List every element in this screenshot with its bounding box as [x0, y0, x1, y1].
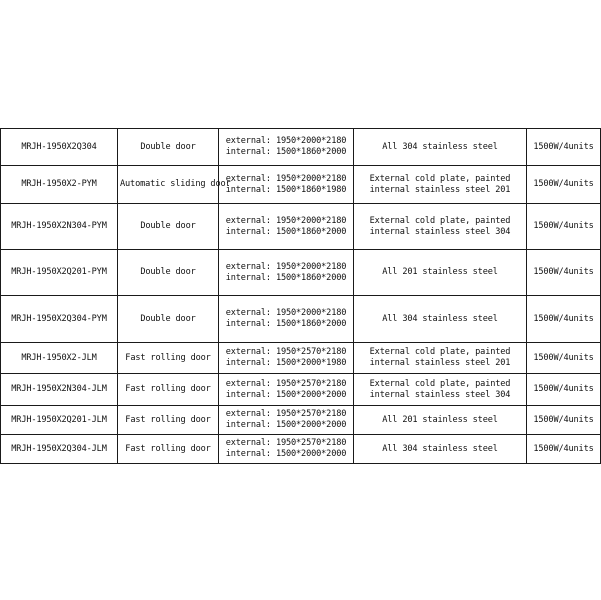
external-dimensions: external: 1950*2000*2180	[225, 136, 347, 146]
material-cell	[354, 166, 527, 204]
material-cell	[354, 343, 527, 374]
model-cell: MRJH-1950X2Q304-JLM	[1, 435, 118, 464]
dimensions-cell	[219, 343, 354, 374]
material-line: External cold plate, painted	[369, 347, 511, 357]
internal-dimensions: internal: 1500*2000*2000	[225, 389, 347, 400]
dimensions-cell	[219, 374, 354, 406]
model-cell: MRJH-1950X2Q304	[1, 129, 118, 166]
spec-table	[0, 128, 601, 464]
external-dimensions: external: 1950*2000*2180	[225, 215, 347, 226]
door-type-line: Automatic sliding door	[120, 179, 231, 189]
model-cell: MRJH-1950X2Q201-PYM	[1, 250, 118, 296]
material-cell	[354, 204, 527, 250]
door-type-cell: Double door	[118, 129, 219, 166]
internal-dimensions: internal: 1500*1860*2000	[225, 226, 347, 237]
table-row	[1, 296, 601, 343]
power-cell: 1500W/4units	[527, 343, 601, 374]
material-line: All 201 stainless steel	[382, 267, 498, 277]
table-row	[1, 204, 601, 250]
door-type-cell: Fast rolling door	[118, 406, 219, 435]
power-cell: 1500W/4units	[527, 435, 601, 464]
power-cell: 1500W/4units	[527, 374, 601, 406]
table-row	[1, 250, 601, 296]
power-cell: 1500W/4units	[527, 406, 601, 435]
material-cell	[354, 435, 527, 464]
dimensions-cell	[219, 435, 354, 464]
internal-dimensions: internal: 1500*2000*2000	[225, 449, 347, 459]
door-type-cell	[118, 166, 231, 204]
power-cell: 1500W/4units	[527, 204, 601, 250]
external-dimensions: external: 1950*2570*2180	[225, 378, 347, 389]
material-line: External cold plate, painted	[369, 378, 511, 389]
material-line: External cold plate, painted	[369, 215, 511, 226]
power-cell: 1500W/4units	[527, 166, 601, 204]
power-cell: 1500W/4units	[527, 129, 601, 166]
internal-dimensions: internal: 1500*1860*1980	[225, 184, 347, 195]
model-cell: MRJH-1950X2Q201-JLM	[1, 406, 118, 435]
dimensions-cell	[219, 250, 354, 296]
material-line: All 304 stainless steel	[382, 141, 498, 152]
power-cell: 1500W/4units	[527, 250, 601, 296]
external-dimensions: external: 1950*2570*2180	[225, 409, 347, 419]
door-type-cell: Fast rolling door	[118, 343, 219, 374]
door-type-cell: Fast rolling door	[118, 435, 219, 464]
material-cell	[354, 296, 527, 343]
power-cell: 1500W/4units	[527, 296, 601, 343]
model-cell: MRJH-1950X2-JLM	[1, 343, 118, 374]
material-line: internal stainless steel 304	[369, 226, 511, 237]
table-row	[1, 343, 601, 374]
internal-dimensions: internal: 1500*1860*2000	[225, 147, 347, 157]
material-line: External cold plate, painted	[369, 173, 511, 184]
material-line: All 201 stainless steel	[382, 414, 498, 425]
table-row	[1, 129, 601, 166]
table-row	[1, 374, 601, 406]
model-cell: MRJH-1950X2-PYM	[1, 166, 118, 204]
table-row	[1, 406, 601, 435]
material-line: internal stainless steel 201	[369, 184, 511, 195]
internal-dimensions: internal: 1500*2000*1980	[225, 358, 347, 368]
material-cell	[354, 406, 527, 435]
external-dimensions: external: 1950*2570*2180	[225, 347, 347, 357]
material-cell	[354, 250, 527, 296]
door-type-cell: Fast rolling door	[118, 374, 219, 406]
material-cell	[354, 374, 527, 406]
table-row	[1, 166, 601, 204]
material-line: internal stainless steel 304	[369, 389, 511, 400]
dimensions-cell	[219, 406, 354, 435]
model-cell: MRJH-1950X2Q304-PYM	[1, 296, 118, 343]
spec-table-body	[1, 129, 601, 464]
model-cell: MRJH-1950X2N304-JLM	[1, 374, 118, 406]
dimensions-cell	[219, 204, 354, 250]
material-line: All 304 stainless steel	[382, 313, 498, 324]
door-type-cell: Double door	[118, 250, 219, 296]
internal-dimensions: internal: 1500*2000*2000	[225, 420, 347, 430]
material-line: All 304 stainless steel	[382, 443, 498, 454]
external-dimensions: external: 1950*2000*2180	[225, 173, 347, 184]
internal-dimensions: internal: 1500*1860*2000	[225, 272, 347, 283]
model-cell: MRJH-1950X2N304-PYM	[1, 204, 118, 250]
external-dimensions: external: 1950*2570*2180	[225, 438, 347, 448]
material-line: internal stainless steel 201	[369, 358, 511, 368]
table-row	[1, 435, 601, 464]
door-type-cell: Double door	[118, 204, 219, 250]
dimensions-cell	[219, 166, 354, 204]
door-type-cell: Double door	[118, 296, 219, 343]
internal-dimensions: internal: 1500*1860*2000	[225, 319, 347, 329]
external-dimensions: external: 1950*2000*2180	[225, 308, 347, 318]
material-cell	[354, 129, 527, 166]
dimensions-cell	[219, 129, 354, 166]
external-dimensions: external: 1950*2000*2180	[225, 261, 347, 272]
dimensions-cell	[219, 296, 354, 343]
